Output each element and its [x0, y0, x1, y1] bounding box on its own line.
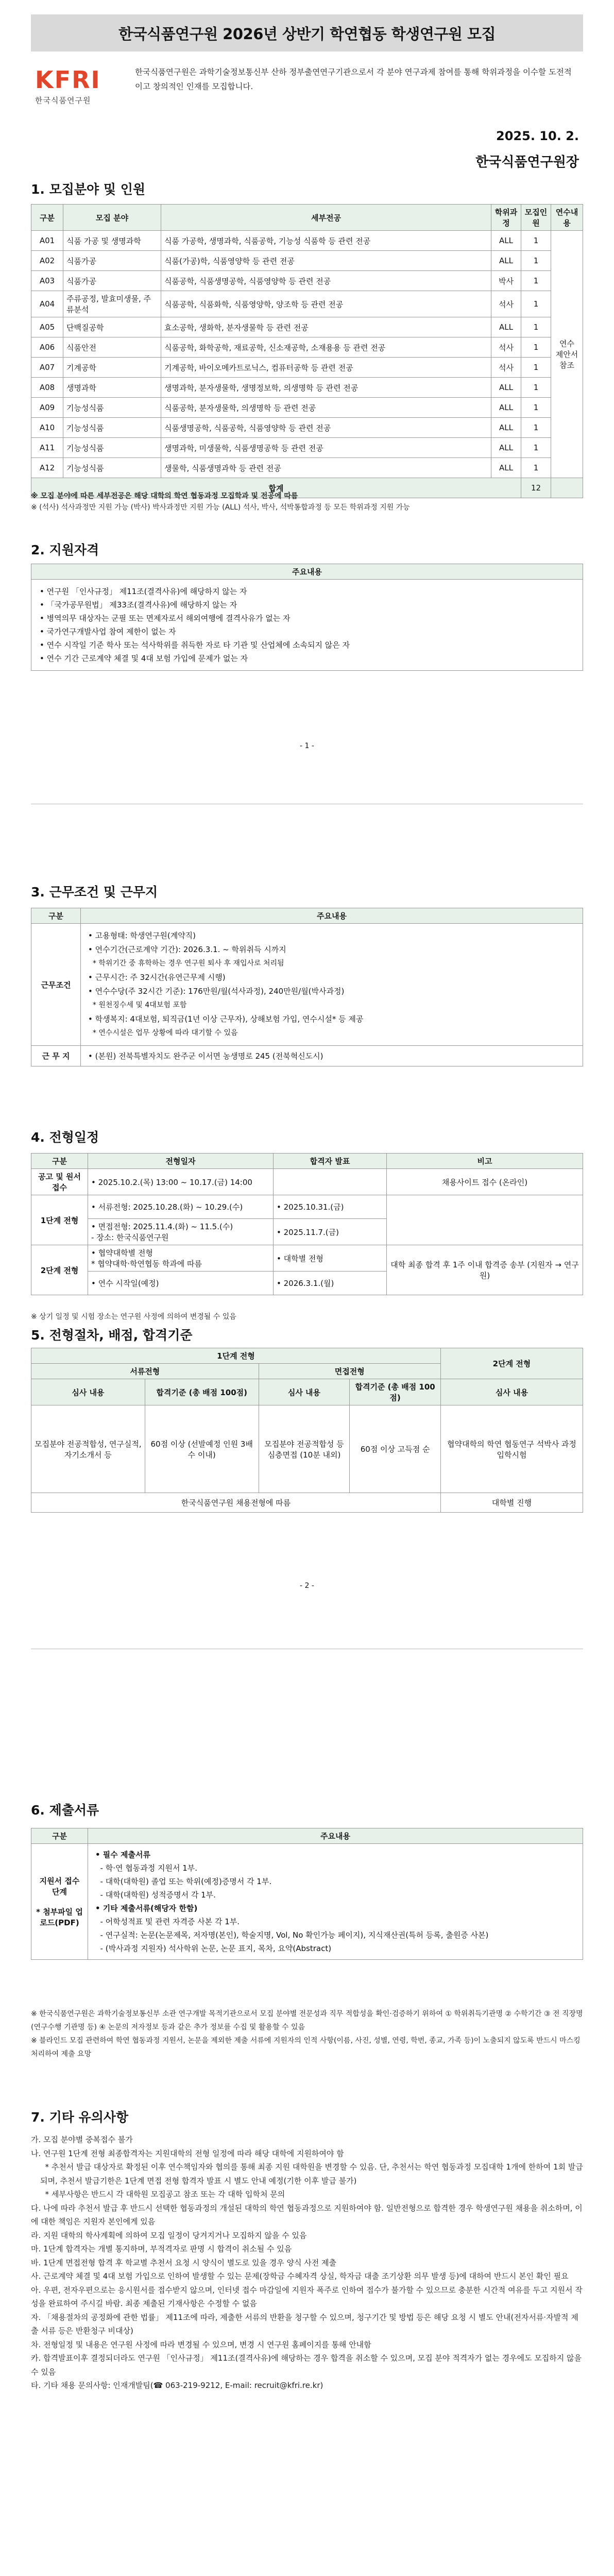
cell-major: 효소공학, 생화학, 분자생물학 등 관련 전공 — [161, 317, 491, 337]
cell-field: 식품가공 — [63, 271, 161, 291]
remark-cell: 채용사이트 접수 (온라인) — [387, 1169, 583, 1195]
date-cell: • 서류전형: 2025.10.28.(화) ~ 10.29.(수) — [88, 1195, 274, 1219]
cell-degree: 박사 — [491, 271, 521, 291]
cell-degree: ALL — [491, 231, 521, 251]
cell-count: 1 — [521, 317, 551, 337]
cell-code: A11 — [31, 438, 63, 458]
cell-degree: ALL — [491, 378, 521, 398]
table-row — [31, 291, 583, 317]
stage2-foot: 대학별 진행 — [440, 1493, 583, 1513]
cell-field: 단백질공학 — [63, 317, 161, 337]
cell-count: 1 — [521, 337, 551, 358]
list-item: • 연수 시작일 기준 학사 또는 석사학위를 취득한 자로 타 기관 및 산업체에 소속되지 않은 자 — [40, 640, 350, 650]
list-item: • 연수수당(주 32시간 기준): 176만원/월(석사과정), 240만원/월(박사과정) — [88, 987, 345, 996]
place-label: 근 무 지 — [31, 1046, 81, 1066]
section-2-title: 2. 지원자격 — [31, 543, 99, 557]
list-item: 가. 모집 분야별 중복접수 불가 — [31, 2135, 133, 2144]
cell-count: 1 — [521, 458, 551, 478]
table-row — [31, 378, 583, 398]
list-item: - 어학성적표 및 관련 자격증 사본 각 1부. — [95, 1917, 240, 1926]
date-cell: • 2025.10.2.(목) 13:00 ~ 10.17.(금) 14:00 — [88, 1169, 274, 1195]
result-cell: • 2025.10.31.(금) — [274, 1195, 387, 1219]
cell-field: 기능성식품 — [63, 418, 161, 438]
cell-major: 식품공학, 분자생물학, 의생명학 등 관련 전공 — [161, 398, 491, 418]
stage-cell: 1단계 전형 — [31, 1195, 88, 1245]
stage1-foot: 한국식품연구원 채용전형에 따름 — [31, 1493, 441, 1513]
total-value: 12 — [521, 478, 551, 498]
cell-degree: ALL — [491, 317, 521, 337]
cell-count: 1 — [521, 358, 551, 378]
list-item: * 추천서 발급 대상자로 확정된 이후 연수책임자와 협의를 통해 최종 지원 대학원을 변경할 수 있음. 단, 추천서는 학연 협동과정 모집대학 1개에 한하여 1회 발급되며, 추천서 발급기한은 1단계 면접 전형 합격자 발표 시 별도 안내 예정(기한 이후 발급 불가) — [40, 2162, 583, 2185]
selection-table — [31, 1348, 583, 1513]
cell-count: 1 — [521, 378, 551, 398]
cell-degree: ALL — [491, 251, 521, 271]
list-item: 나. 연구원 1단계 전형 최종합격자는 지원대학의 전형 일정에 따라 해당 대학에 지원하여야 함 — [31, 2148, 344, 2158]
cell-degree: 석사 — [491, 291, 521, 317]
list-item: 라. 지원 대학의 학사계획에 의하여 모집 일정이 당겨지거나 모집하지 않을 수 있음 — [31, 2230, 307, 2240]
schedule-table — [31, 1153, 583, 1295]
section-6-notes — [31, 2007, 583, 2061]
note-line: ※ 모집 분야에 따른 세부전공은 해당 대학의 학연 협동과정 모집학과 및 전공에 따름 — [31, 492, 298, 500]
cell-count: 1 — [521, 251, 551, 271]
doc-content: 모집분야 전공적합성, 연구실적, 자기소개서 등 — [31, 1405, 145, 1493]
cell-code: A08 — [31, 378, 63, 398]
table-row — [31, 458, 583, 478]
table-row — [31, 317, 583, 337]
list-item: 자. 「채용절차의 공정화에 관한 법률」 제11조에 따라, 제출한 서류의 반환을 청구할 수 있으며, 청구기간 및 방법 등은 해당 요청 시 별도 안내(전자서류·자발적 제출 서류 등은 반환청구 비대상) — [31, 2312, 578, 2335]
cell-count: 1 — [521, 418, 551, 438]
list-item: • 학생복지: 4대보험, 퇴직금(1년 이상 근무자), 상해보험 가입, 연수시설* 등 제공 — [88, 1014, 364, 1024]
section-7-title: 7. 기타 유의사항 — [31, 2110, 129, 2125]
work-condition-table — [31, 908, 583, 1066]
col-pass: 합격기준 (총 배점 100점) — [350, 1379, 441, 1405]
th-category: 구분 — [31, 1828, 88, 1844]
cell-field: 기능성식품 — [63, 398, 161, 418]
note-line: ※ (석사) 석사과정만 지원 가능 (박사) 박사과정만 지원 가능 (ALL) 석사, 박사, 석박통합과정 등 모든 학위과정 지원 가능 — [31, 503, 410, 512]
list-item: * 세부사항은 반드시 각 대학원 모집공고 참조 또는 각 대학 입학처 문의 — [40, 2190, 285, 2199]
date-cell: • 연수 시작일(예정) — [88, 1272, 274, 1295]
list-item: 다. 나에 따라 추천서 발급 후 반드시 선택한 협동과정의 개설된 대학의 학연 협동과정으로 지원하여야 함. 일반전형으로 합격한 경우 학생연구원 채용을 취소하며, 이에 대한 책임은 지원자 본인에게 있음 — [31, 2203, 583, 2226]
list-item: 사. 근로계약 체결 및 4대 보험 가입으로 인하여 발생할 수 있는 문제(장학금 수혜자격 상실, 학자금 대출 조기상환 의무 발생 등)에 대하여 반드시 본인 확인 필요 — [31, 2272, 569, 2281]
logo-subtitle: 한국식품연구원 — [35, 96, 91, 105]
list-item: • 근무시간: 주 32시간(유연근무제 시행) — [88, 973, 226, 982]
col-pass: 합격기준 (총 배점 100점) — [145, 1379, 259, 1405]
th-category: 구분 — [31, 908, 81, 924]
th-content: 주요내용 — [81, 908, 583, 924]
qualification-box — [31, 564, 583, 671]
th-major: 세부전공 — [161, 205, 491, 231]
page-number: - 2 - — [300, 1582, 314, 1590]
cell-count: 1 — [521, 231, 551, 251]
cell-major: 식품공학, 식품생명공학, 식품영양학 등 관련 전공 — [161, 271, 491, 291]
section-4-title: 4. 전형일정 — [31, 1130, 99, 1145]
cell-degree: ALL — [491, 398, 521, 418]
cell-major: 생명과학, 미생물학, 식품생명공학 등 관련 전공 — [161, 438, 491, 458]
note-line: ※ 블라인드 모집 관련하여 학연 협동과정 지원서, 논문을 제외한 제출 서류에 지원자의 인적 사항(이름, 사진, 성별, 연령, 학번, 종교, 가족 등)이 노출되지 않도록 반드시 마스킹 처리하여 제출 요망 — [31, 2037, 583, 2058]
cell-field: 기능성식품 — [63, 438, 161, 458]
list-item: - 학·연 협동과정 지원서 1부. — [95, 1863, 198, 1873]
section-3-title: 3. 근무조건 및 근무지 — [31, 885, 158, 900]
cell-field: 식품 가공 및 생명과학 — [63, 231, 161, 251]
date-cell: • 협약대학별 전형 * 협약대학·학연협동 학과에 따름 — [88, 1245, 274, 1272]
list-item: 타. 기타 채용 문의사항: 인재개발팀(☎ 063-219-9212, E-mail: recruit@kfri.re.kr) — [31, 2381, 323, 2390]
list-item: • 필수 제출서류 — [95, 1850, 150, 1859]
cell-field: 식품가공 — [63, 251, 161, 271]
result-cell: • 2026.3.1.(월) — [274, 1272, 387, 1295]
date-cell: • 면접전형: 2025.11.4.(화) ~ 11.5.(수) - 장소: 한국식품연구원 — [88, 1219, 274, 1245]
th-content: 주요내용 — [88, 1828, 583, 1844]
cond-label: 근무조건 — [31, 924, 81, 1046]
cell-field: 생명과학 — [63, 378, 161, 398]
cell-major: 식품공학, 식품화학, 식품영양학, 양조학 등 관련 전공 — [161, 291, 491, 317]
cell-count: 1 — [521, 438, 551, 458]
remark-cell — [387, 1195, 583, 1245]
th-date: 전형일자 — [88, 1154, 274, 1169]
table-row — [31, 231, 583, 251]
kfri-logo — [35, 66, 123, 123]
stage2-header: 2단계 전형 — [440, 1348, 583, 1379]
list-item: • 연구원 「인사규정」 제11조(결격사유)에 해당하지 않는 자 — [40, 587, 247, 596]
table-row — [31, 418, 583, 438]
th-remark: 비고 — [387, 1154, 583, 1169]
list-item: - 대학(대학원) 졸업 또는 학위(예정)증명서 각 1부. — [95, 1877, 272, 1886]
list-item: • 기타 제출서류(해당자 한함) — [95, 1904, 198, 1913]
cell-field: 식품안전 — [63, 337, 161, 358]
cell-major: 식품 가공학, 생명과학, 식품공학, 기능성 식품학 등 관련 전공 — [161, 231, 491, 251]
recruit-field-table — [31, 204, 583, 498]
list-item: • 「국가공무원법」 제33조(결격사유)에 해당하지 않는 자 — [40, 600, 237, 609]
logo-text: KFRI — [35, 66, 101, 94]
list-item: 카. 합격발표이후 결정되더라도 연구원 「인사규정」 제11조(결격사유)에 해당하는 경우 합격을 취소할 수 있으며, 모집 분야 적격자가 없는 경우에도 모집하지 않을 수 있음 — [31, 2353, 584, 2377]
col-content: 심사 내용 — [259, 1379, 350, 1405]
list-item: - (박사과정 지원자) 석사학위 논문, 논문 표지, 목차, 요약(Abstract) — [95, 1944, 332, 1953]
total-label: 합계 — [31, 478, 521, 498]
cell-field: 주류공정, 발효미생물, 주류분석 — [63, 291, 161, 317]
list-item: • 연수 기간 근로계약 체결 및 4대 보험 가입에 문제가 없는 자 — [40, 654, 248, 663]
col-content: 심사 내용 — [440, 1379, 583, 1405]
cell-code: A03 — [31, 271, 63, 291]
cell-code: A04 — [31, 291, 63, 317]
cell-major: 생명과학, 분자생물학, 생명정보학, 의생명학 등 관련 전공 — [161, 378, 491, 398]
list-item: • 국가연구개발사업 참여 제한이 없는 자 — [40, 627, 176, 636]
box-header: 주요내용 — [31, 564, 583, 580]
table-row — [31, 358, 583, 378]
table-row — [31, 438, 583, 458]
cell-degree: 석사 — [491, 337, 521, 358]
field-rows — [31, 231, 583, 498]
intro-text: 한국식품연구원은 과학기술정보통신부 산하 정부출연연구기관으로서 각 분야 연구과제 참여를 통해 학위과정을 이수할 도전적이고 창의적인 인재를 모집합니다. — [135, 67, 572, 91]
table-row — [31, 251, 583, 271]
cell-training: 연수 제안서 참조 — [551, 231, 583, 478]
interview-pass: 60점 이상 고득점 순 — [350, 1405, 441, 1493]
list-item: 마. 1단계 합격자는 개별 통지하며, 부적격자로 판명 시 합격이 취소될 수 있음 — [31, 2244, 292, 2253]
cell-code: A06 — [31, 337, 63, 358]
cell-degree: ALL — [491, 458, 521, 478]
cell-degree: ALL — [491, 418, 521, 438]
cell-major: 식품(가공)학, 식품영양학 등 관련 전공 — [161, 251, 491, 271]
list-item: 아. 우편, 전자우편으로는 응시원서를 접수받지 않으며, 인터넷 접수 마감일에 지원자 폭주로 인하여 접수가 불가할 수 있으므로 충분한 시간적 여유를 두고 지원서 작성을 완료하여 주시길 바람. 최종 제출된 기재사항은 수정할 수 없음 — [31, 2285, 583, 2308]
table-row — [31, 271, 583, 291]
section-6-title: 6. 제출서류 — [31, 1803, 99, 1818]
cell-field: 기계공학 — [63, 358, 161, 378]
result-cell — [274, 1169, 387, 1195]
cell-code: A07 — [31, 358, 63, 378]
cell-major: 식품공학, 화학공학, 재료공학, 신소재공학, 소재용용 등 관련 전공 — [161, 337, 491, 358]
cell-code: A02 — [31, 251, 63, 271]
list-item: 차. 전형일정 및 내용은 연구원 사정에 따라 변경될 수 있으며, 변경 시 연구원 홈페이지를 통해 안내함 — [31, 2340, 371, 2349]
docs-label: 지원서 접수 단계 * 첨부파일 업로드(PDF) — [31, 1844, 88, 1960]
cell-code: A09 — [31, 398, 63, 418]
list-item: - 연구실적: 논문(논문제목, 저자명(본인), 학술지명, Vol, No 확인가능 페이지), 지식재산권(특허 등록, 출원증 사본) — [95, 1930, 489, 1940]
cell-count: 1 — [521, 398, 551, 418]
page-title: 한국식품연구원 2026년 상반기 학연협동 학생연구원 모집 — [31, 14, 583, 52]
th-category: 구분 — [31, 205, 63, 231]
th-count: 모집인원 — [521, 205, 551, 231]
cell-code: A01 — [31, 231, 63, 251]
cell-count: 1 — [521, 291, 551, 317]
stage-cell: 공고 및 원서접수 — [31, 1169, 88, 1195]
th-result: 합격자 발표 — [274, 1154, 387, 1169]
notice-list — [31, 2133, 583, 2393]
stage-cell: 2단계 전형 — [31, 1245, 88, 1295]
work-place: • (본원) 전북특별자치도 완주군 이서면 농생명로 245 (전북혁신도시) — [81, 1046, 583, 1066]
th-degree: 학위과정 — [491, 205, 521, 231]
table-row — [31, 398, 583, 418]
documents-table — [31, 1828, 583, 1960]
doc-header: 서류전형 — [31, 1364, 259, 1379]
cell-code: A12 — [31, 458, 63, 478]
stage1-header: 1단계 전형 — [31, 1348, 441, 1364]
list-item: - 대학(대학원) 성적증명서 각 1부. — [95, 1890, 216, 1900]
signer: 한국식품연구원장 — [475, 155, 579, 170]
cell-code: A10 — [31, 418, 63, 438]
stage2-content: 협약대학의 학연 협동연구 석박사 과정 입학시험 — [440, 1405, 583, 1493]
interview-header: 면접전형 — [259, 1364, 440, 1379]
cell-field: 기능성식품 — [63, 458, 161, 478]
th-field: 모집 분야 — [63, 205, 161, 231]
cell-major: 기계공학, 바이오메카트로닉스, 컴퓨터공학 등 관련 전공 — [161, 358, 491, 378]
list-item: • 고용형태: 학생연구원(계약직) — [88, 931, 196, 940]
cell-degree: ALL — [491, 438, 521, 458]
page-number: - 1 - — [300, 742, 314, 750]
cell-code: A05 — [31, 317, 63, 337]
list-item: • 병역의무 대상자는 군필 또는 면제자로서 해외여행에 결격사유가 없는 자 — [40, 614, 291, 623]
note-line: ※ 한국식품연구원은 과학기술정보통신부 소관 연구개발 목적기관으로서 모집 분야별 전문성과 직무 적합성을 확인·검증하기 위하여 ① 학위취득기관명 ② 수학기간 ③ 전 직장명(연구수행 기관명 등) ④ 논문의 저자정보 등과 같은 추가 정보를 수집 및 활용할 수 있음 — [31, 2010, 583, 2031]
interview-content: 모집분야 전공적합성 등 심층면접 (10분 내외) — [259, 1405, 350, 1493]
th-stage: 구분 — [31, 1154, 88, 1169]
announcement-date: 2025. 10. 2. — [496, 129, 579, 143]
cell-degree: 석사 — [491, 358, 521, 378]
section-1-notes — [31, 490, 583, 513]
cell-major: 생물학, 식품생명과학 등 관련 전공 — [161, 458, 491, 478]
cell-count: 1 — [521, 271, 551, 291]
table-row — [31, 337, 583, 358]
cell-major: 식품생명공학, 식품공학, 식품영양학 등 관련 전공 — [161, 418, 491, 438]
list-item: * 연수시설은 업무 상황에 따라 대기할 수 있음 — [88, 1029, 238, 1037]
section-1-title: 1. 모집분야 및 인원 — [31, 182, 146, 197]
remark-cell: 대학 최종 합격 후 1주 이내 합격증 송부 (지원자 → 연구원) — [387, 1245, 583, 1295]
col-content: 심사 내용 — [31, 1379, 145, 1405]
list-item: • 연수기간(근로계약 기간): 2026.3.1. ~ 학위취득 시까지 — [88, 945, 286, 954]
schedule-note: ※ 상기 일정 및 시험 장소는 연구원 사정에 의하여 변경될 수 있음 — [31, 1313, 236, 1321]
doc-pass: 60점 이상 (선발예정 인원 3배수 이내) — [145, 1405, 259, 1493]
section-5-title: 5. 전형절차, 배점, 합격기준 — [31, 1328, 193, 1343]
list-item: 바. 1단계 면접전형 합격 후 학교별 추천서 요청 시 양식이 별도로 있을 경우 양식 사전 제출 — [31, 2258, 336, 2267]
th-training: 연수내용 — [551, 205, 583, 231]
result-cell: • 2025.11.7.(금) — [274, 1219, 387, 1245]
list-item: * 학위기간 중 휴학하는 경우 연구원 퇴사 후 재입사로 처리됨 — [88, 959, 284, 968]
list-item: * 원천징수세 및 4대보험 포함 — [88, 1001, 187, 1009]
result-cell: • 대학별 전형 — [274, 1245, 387, 1272]
